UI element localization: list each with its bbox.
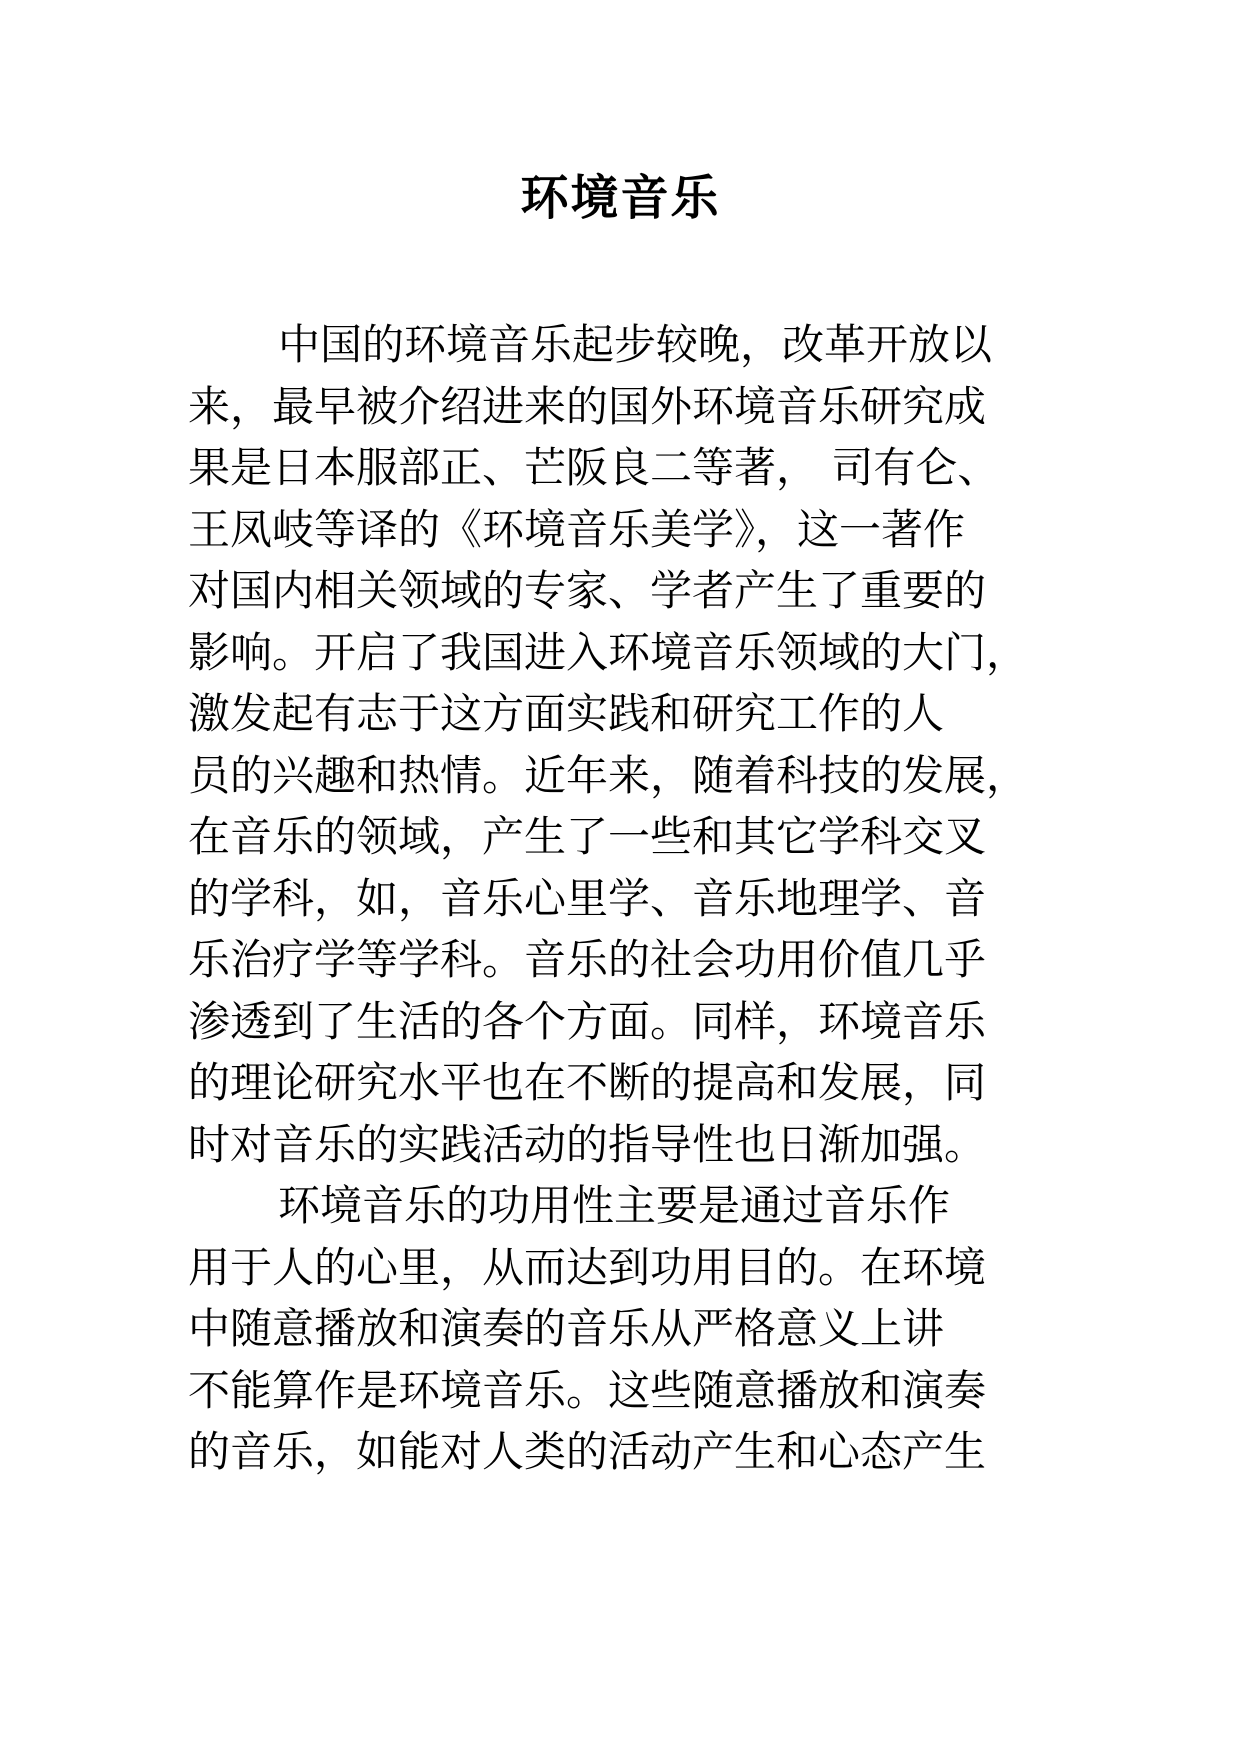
text-line: 不能算作是环境音乐。这些随意播放和演奏	[188, 1365, 987, 1415]
text-line: 员的兴趣和热情。近年来，随着科技的发展，	[188, 750, 1029, 800]
text-line: 用于人的心里，从而达到功用目的。在环境	[188, 1242, 987, 1292]
text-line: 时对音乐的实践活动的指导性也日渐加强。	[188, 1119, 987, 1169]
text-line: 的理论研究水平也在不断的提高和发展，同	[188, 1058, 987, 1107]
text-line: 果是日本服部正、芒阪良二等著， 司有仑、	[188, 443, 1000, 492]
text-line: 影响。开启了我国进入环境音乐领域的大门，	[188, 627, 1029, 677]
text-line: 对国内相关领域的专家、学者产生了重要的	[188, 566, 987, 615]
text-line: 的音乐，如能对人类的活动产生和心态产生	[188, 1427, 987, 1476]
text-line: 来，最早被介绍进来的国外环境音乐研究成	[188, 381, 987, 431]
text-line: 中国的环境音乐起步较晚，改革开放以	[278, 320, 993, 369]
document-title: 环境音乐	[520, 170, 721, 226]
text-line: 王凤岐等译的《环境音乐美学》，这一著作	[188, 504, 966, 554]
text-line: 中随意播放和演奏的音乐从严格意义上讲	[188, 1304, 945, 1353]
text-line: 在音乐的领域，产生了一些和其它学科交叉	[188, 812, 987, 861]
text-line: 乐治疗学等学科。音乐的社会功用价值几乎	[188, 935, 987, 984]
text-line: 环境音乐的功用性主要是通过音乐作	[278, 1181, 951, 1230]
text-line: 渗透到了生活的各个方面。同样，环境音乐	[188, 996, 987, 1046]
document-body	[188, 314, 1068, 1483]
text-line: 激发起有志于这方面实践和研究工作的人	[188, 689, 945, 738]
text-line: 的学科，如，音乐心里学、音乐地理学、音	[188, 873, 987, 923]
